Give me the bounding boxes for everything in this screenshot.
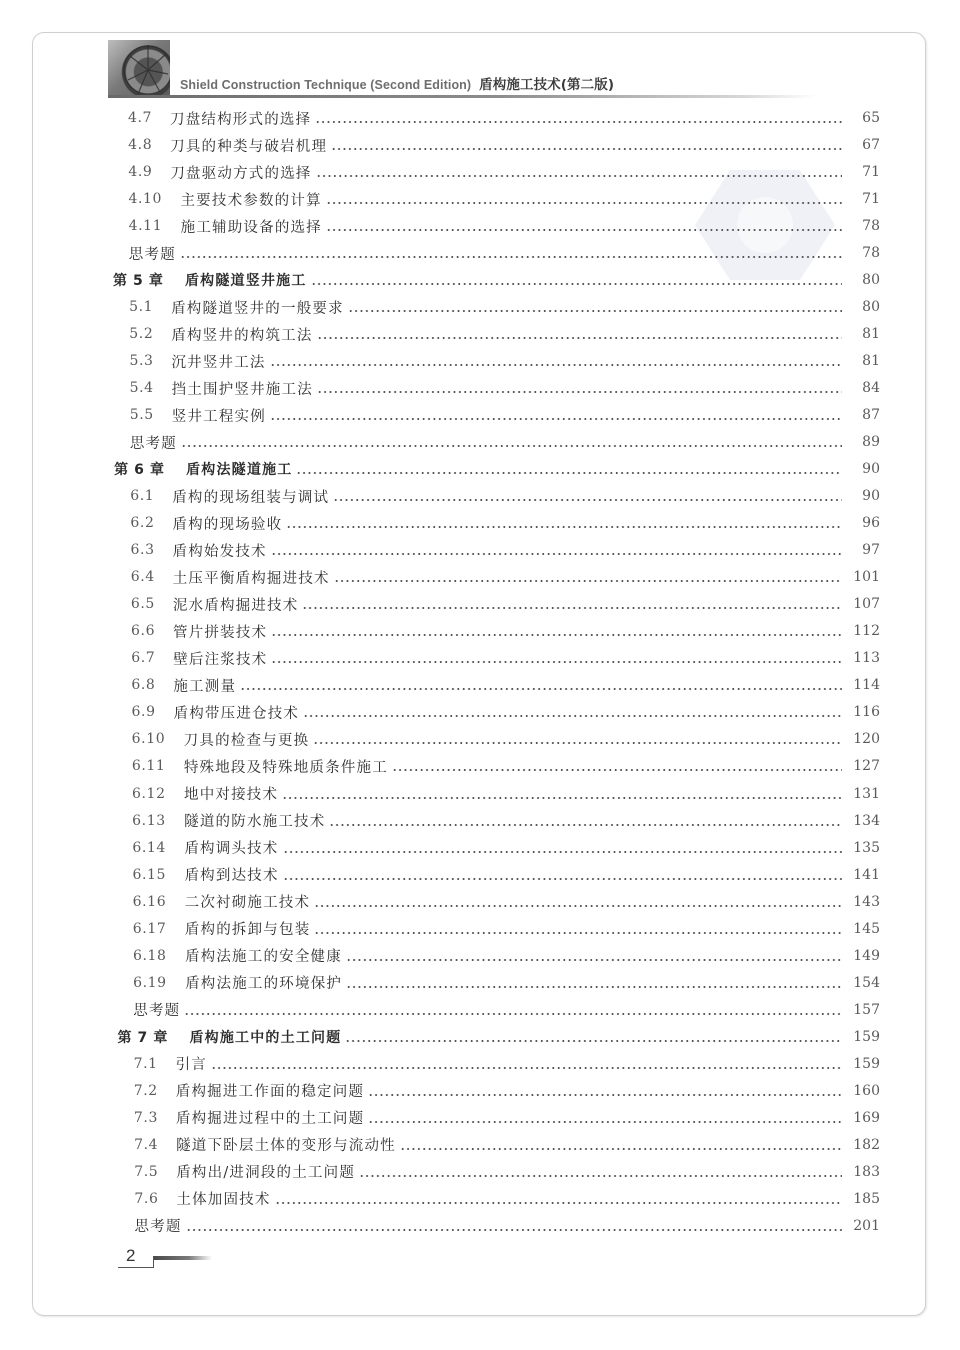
toc-entry-page: 141 xyxy=(853,866,880,883)
toc-entry-page: 131 xyxy=(853,785,880,802)
toc-entry-number: 4.8 xyxy=(128,137,153,154)
toc-exercise-row xyxy=(0,999,960,1021)
toc-entry-number: 6.15 xyxy=(132,866,167,883)
header-title-cn: 盾构施工技术(第二版) xyxy=(479,77,615,93)
toc-section-row xyxy=(0,215,960,237)
toc-entry-title: 刀具的检查与更换 xyxy=(183,732,310,749)
toc-entry-page: 145 xyxy=(853,920,880,937)
toc-entry-number: 6.7 xyxy=(131,650,156,667)
header-shield-machine-image xyxy=(108,40,170,98)
toc-section-row xyxy=(0,485,960,507)
dot-leader xyxy=(368,1094,842,1096)
toc-entry-title: 特殊地段及特殊地质条件施工 xyxy=(183,759,388,776)
dot-leader xyxy=(271,553,842,555)
toc-entry-number: 6.1 xyxy=(130,488,155,505)
dot-leader xyxy=(311,283,842,285)
toc-entry-title: 思考题 xyxy=(128,246,176,263)
dot-leader xyxy=(317,337,842,339)
toc-entry-number: 6.2 xyxy=(130,515,155,532)
dot-leader xyxy=(315,121,842,123)
toc-entry-number: 6.11 xyxy=(131,758,166,775)
toc-entry-number: 第 6 章 xyxy=(114,462,165,479)
toc-entry-number: 7.6 xyxy=(134,1190,159,1207)
dot-leader xyxy=(314,932,842,934)
dot-leader xyxy=(184,1013,842,1015)
dot-leader xyxy=(368,1121,842,1123)
page-number: 2 xyxy=(126,1246,136,1265)
dot-leader xyxy=(317,391,842,393)
toc-entry-page: 80 xyxy=(862,272,880,289)
dot-leader xyxy=(186,1229,842,1231)
dot-leader xyxy=(346,986,842,988)
dot-leader xyxy=(270,364,842,366)
toc-entry-number: 5.3 xyxy=(129,353,154,370)
toc-entry-title: 沉井竖井工法 xyxy=(171,354,266,371)
toc-section-row xyxy=(0,864,960,886)
toc-entry-number: 4.10 xyxy=(128,191,163,208)
dot-leader xyxy=(313,742,842,744)
toc-entry-number: 6.13 xyxy=(132,812,166,829)
toc-entry-title: 刀具的种类与破岩机理 xyxy=(170,138,328,155)
toc-entry-number: 4.11 xyxy=(128,218,163,235)
toc-entry-title: 盾构到达技术 xyxy=(184,868,279,885)
toc-entry-page: 157 xyxy=(853,1001,880,1018)
toc-entry-number: 6.8 xyxy=(131,677,156,694)
dot-leader xyxy=(271,634,842,636)
toc-entry-number: 6.18 xyxy=(132,947,167,964)
toc-entry-title: 盾构掘进工作面的稳定问题 xyxy=(175,1084,365,1101)
footer-gradient-bar xyxy=(154,1256,212,1260)
toc-section-row xyxy=(0,620,960,642)
toc-entry-page: 81 xyxy=(862,353,880,370)
toc-entry-page: 154 xyxy=(853,974,880,991)
toc-entry-title: 施工测量 xyxy=(173,678,237,695)
toc-entry-page: 81 xyxy=(862,326,880,343)
toc-entry-page: 160 xyxy=(853,1082,880,1099)
toc-entry-page: 114 xyxy=(853,677,880,694)
toc-section-row xyxy=(0,972,960,994)
toc-entry-number: 7.2 xyxy=(133,1082,158,1099)
toc-entry-number: 7.5 xyxy=(134,1163,159,1180)
dot-leader xyxy=(286,526,842,528)
toc-entry-page: 90 xyxy=(862,488,880,505)
toc-entry-number: 6.6 xyxy=(131,623,156,640)
toc-entry-number: 4.9 xyxy=(128,164,153,181)
toc-entry-title: 盾构的现场组装与调试 xyxy=(172,489,330,506)
toc-entry-title: 管片拼装技术 xyxy=(173,624,268,641)
toc-entry-number: 4.7 xyxy=(128,110,153,126)
toc-entry-title: 盾构施工中的土工问题 xyxy=(189,1029,342,1046)
toc-entry-page: 113 xyxy=(853,650,880,667)
toc-entry-page: 80 xyxy=(862,299,880,316)
toc-section-row xyxy=(0,350,960,372)
toc-entry-number: 7.3 xyxy=(133,1109,158,1126)
toc-section-row xyxy=(0,404,960,426)
toc-entry-page: 134 xyxy=(853,812,880,829)
dot-leader xyxy=(303,715,842,717)
toc-section-row xyxy=(0,945,960,967)
dot-leader xyxy=(270,418,842,420)
toc-section-row xyxy=(0,323,960,345)
toc-entry-number: 5.1 xyxy=(129,299,154,316)
dot-leader xyxy=(334,580,842,582)
toc-entry-page: 143 xyxy=(853,893,880,910)
dot-leader xyxy=(271,661,842,663)
toc-entry-page: 201 xyxy=(853,1217,880,1234)
toc-entry-page: 71 xyxy=(862,164,880,181)
toc-entry-title: 思考题 xyxy=(134,1219,182,1236)
toc-entry-title: 盾构掘进过程中的土工问题 xyxy=(175,1111,365,1128)
dot-leader xyxy=(333,499,842,501)
toc-section-row xyxy=(0,566,960,588)
toc-entry-number: 5.5 xyxy=(129,407,154,424)
dot-leader xyxy=(181,445,842,447)
toc-section-row xyxy=(0,701,960,723)
toc-entry-page: 120 xyxy=(853,731,880,748)
toc-entry-title: 思考题 xyxy=(133,1003,181,1020)
toc-section-row xyxy=(0,1134,960,1156)
toc-entry-page: 67 xyxy=(862,137,880,154)
toc-entry-number: 5.4 xyxy=(129,380,154,397)
toc-entry-title: 主要技术参数的计算 xyxy=(180,192,322,209)
dot-leader xyxy=(302,607,842,609)
dot-leader xyxy=(296,472,842,474)
dot-leader xyxy=(314,905,842,907)
toc-entry-title: 盾构的拆卸与包装 xyxy=(184,922,311,939)
toc-section-row xyxy=(0,1188,960,1210)
dot-leader xyxy=(316,175,842,177)
toc-entry-title: 盾构法施工的环境保护 xyxy=(185,976,343,993)
toc-entry-number: 6.16 xyxy=(132,893,167,910)
toc-entry-title: 挡土围护竖井施工法 xyxy=(171,381,313,398)
toc-entry-page: 101 xyxy=(853,569,880,586)
toc-entry-page: 116 xyxy=(853,704,880,721)
dot-leader xyxy=(359,1175,842,1177)
toc-entry-title: 隧道下卧层土体的变形与流动性 xyxy=(176,1138,396,1155)
toc-entry-number: 第 7 章 xyxy=(117,1029,168,1046)
toc-section-row xyxy=(0,810,960,832)
toc-entry-number: 6.10 xyxy=(131,731,166,748)
toc-section-row xyxy=(0,755,960,777)
toc-entry-page: 182 xyxy=(853,1136,880,1153)
toc-entry-page: 135 xyxy=(853,839,880,856)
toc-entry-number: 5.2 xyxy=(129,326,154,343)
toc-chapter-row xyxy=(0,269,960,291)
toc-entry-page: 159 xyxy=(853,1055,880,1072)
toc-entry-page: 112 xyxy=(853,623,880,640)
toc-section-row xyxy=(0,134,960,156)
toc-chapter-row xyxy=(0,1026,960,1048)
header-title-en: Shield Construction Technique (Second Edition) xyxy=(180,78,472,92)
toc-entry-title: 二次衬砌施工技术 xyxy=(184,895,311,912)
toc-section-row xyxy=(0,188,960,210)
dot-leader xyxy=(282,797,842,799)
toc-entry-title: 土体加固技术 xyxy=(176,1192,271,1209)
toc-entry-title: 地中对接技术 xyxy=(184,787,279,803)
toc-entry-number: 6.3 xyxy=(130,542,155,559)
toc-entry-number: 7.1 xyxy=(133,1055,158,1072)
toc-entry-title: 盾构法隧道施工 xyxy=(186,462,293,479)
toc-section-row xyxy=(0,647,960,669)
toc-entry-title: 隧道的防水施工技术 xyxy=(184,814,326,831)
toc-entry-title: 引言 xyxy=(175,1057,207,1074)
running-header xyxy=(180,73,614,93)
toc-entry-title: 盾构调头技术 xyxy=(184,841,279,858)
toc-entry-page: 183 xyxy=(853,1163,880,1180)
dot-leader xyxy=(346,959,842,961)
toc-entry-title: 盾构隧道竖井的一般要求 xyxy=(171,300,344,317)
toc-section-row xyxy=(0,1161,960,1183)
toc-entry-title: 盾构法施工的安全健康 xyxy=(184,949,342,966)
toc-section-row xyxy=(0,296,960,318)
toc-section-row xyxy=(0,107,960,129)
toc-entry-page: 87 xyxy=(862,407,880,424)
toc-entry-page: 71 xyxy=(862,191,880,208)
toc-entry-title: 竖井工程实例 xyxy=(171,408,266,425)
toc-entry-page: 127 xyxy=(853,758,880,775)
toc-entry-number: 6.14 xyxy=(132,839,166,856)
toc-entry-page: 89 xyxy=(862,434,880,451)
toc-section-row xyxy=(0,512,960,534)
toc-section-row xyxy=(0,837,960,859)
toc-exercise-row xyxy=(0,242,960,264)
toc-section-row xyxy=(0,918,960,940)
dot-leader xyxy=(348,310,842,312)
toc-section-row xyxy=(0,1107,960,1129)
toc-section-row xyxy=(0,674,960,696)
toc-entry-number: 6.17 xyxy=(132,920,167,937)
toc-entry-page: 84 xyxy=(862,380,880,397)
toc-section-row xyxy=(0,1053,960,1075)
toc-section-row xyxy=(0,891,960,913)
dot-leader xyxy=(326,229,842,231)
toc-entry-page: 96 xyxy=(862,515,880,532)
toc-exercise-row xyxy=(0,431,960,453)
toc-entry-page: 65 xyxy=(862,110,880,126)
toc-section-row xyxy=(0,539,960,561)
toc-section-row xyxy=(0,728,960,750)
dot-leader xyxy=(400,1148,842,1150)
toc-entry-page: 78 xyxy=(862,218,880,235)
toc-entry-page: 185 xyxy=(853,1190,880,1207)
toc-entry-title: 思考题 xyxy=(129,435,178,452)
dot-leader xyxy=(240,688,842,690)
toc-entry-number: 6.19 xyxy=(133,974,167,991)
toc-entry-page: 169 xyxy=(853,1109,880,1126)
dot-leader xyxy=(345,1040,842,1042)
toc-entry-page: 107 xyxy=(853,596,880,613)
toc-entry-title: 盾构出/进洞段的土工问题 xyxy=(176,1165,356,1182)
toc-section-row xyxy=(0,1080,960,1102)
dot-leader xyxy=(329,824,842,826)
dot-leader xyxy=(211,1067,842,1069)
toc-entry-number: 6.9 xyxy=(131,704,156,721)
toc-entry-title: 施工辅助设备的选择 xyxy=(180,219,322,236)
dot-leader xyxy=(283,878,842,880)
toc-entry-title: 盾构竖井的构筑工法 xyxy=(171,327,313,344)
toc-entry-title: 盾构带压进仓技术 xyxy=(173,705,300,722)
dot-leader xyxy=(180,256,842,258)
toc-section-row xyxy=(0,377,960,399)
header-rule xyxy=(108,95,816,98)
dot-leader xyxy=(275,1202,842,1204)
toc-entry-page: 149 xyxy=(853,947,880,964)
toc-entry-title: 盾构的现场验收 xyxy=(172,516,283,533)
toc-entry-number: 6.4 xyxy=(130,569,155,586)
toc-section-row xyxy=(0,783,960,805)
toc-entry-page: 78 xyxy=(862,245,880,262)
toc-entry-number: 6.5 xyxy=(130,596,155,613)
toc-exercise-row xyxy=(0,1215,960,1237)
page-number-underline xyxy=(118,1267,154,1268)
dot-leader xyxy=(392,769,842,771)
toc-entry-title: 刀盘结构形式的选择 xyxy=(170,111,312,128)
toc-entry-title: 盾构始发技术 xyxy=(172,543,267,560)
toc-entry-page: 159 xyxy=(853,1028,880,1045)
toc-entry-title: 泥水盾构掘进技术 xyxy=(172,597,299,614)
dot-leader xyxy=(326,202,842,204)
toc-entry-title: 盾构隧道竖井施工 xyxy=(184,273,307,290)
toc-entry-title: 壁后注浆技术 xyxy=(173,651,268,668)
toc-entry-title: 土压平衡盾构掘进技术 xyxy=(172,570,330,587)
toc-entry-number: 第 5 章 xyxy=(112,273,164,290)
dot-leader xyxy=(331,148,842,150)
toc-chapter-row xyxy=(0,458,960,480)
toc-entry-number: 7.4 xyxy=(134,1136,159,1153)
toc-section-row xyxy=(0,593,960,615)
toc-entry-number: 6.12 xyxy=(132,785,166,802)
toc-entry-page: 90 xyxy=(862,461,880,478)
toc-entry-page: 97 xyxy=(862,542,880,559)
dot-leader xyxy=(283,851,842,853)
toc-entry-title: 刀盘驱动方式的选择 xyxy=(170,165,312,182)
toc-section-row xyxy=(0,161,960,183)
